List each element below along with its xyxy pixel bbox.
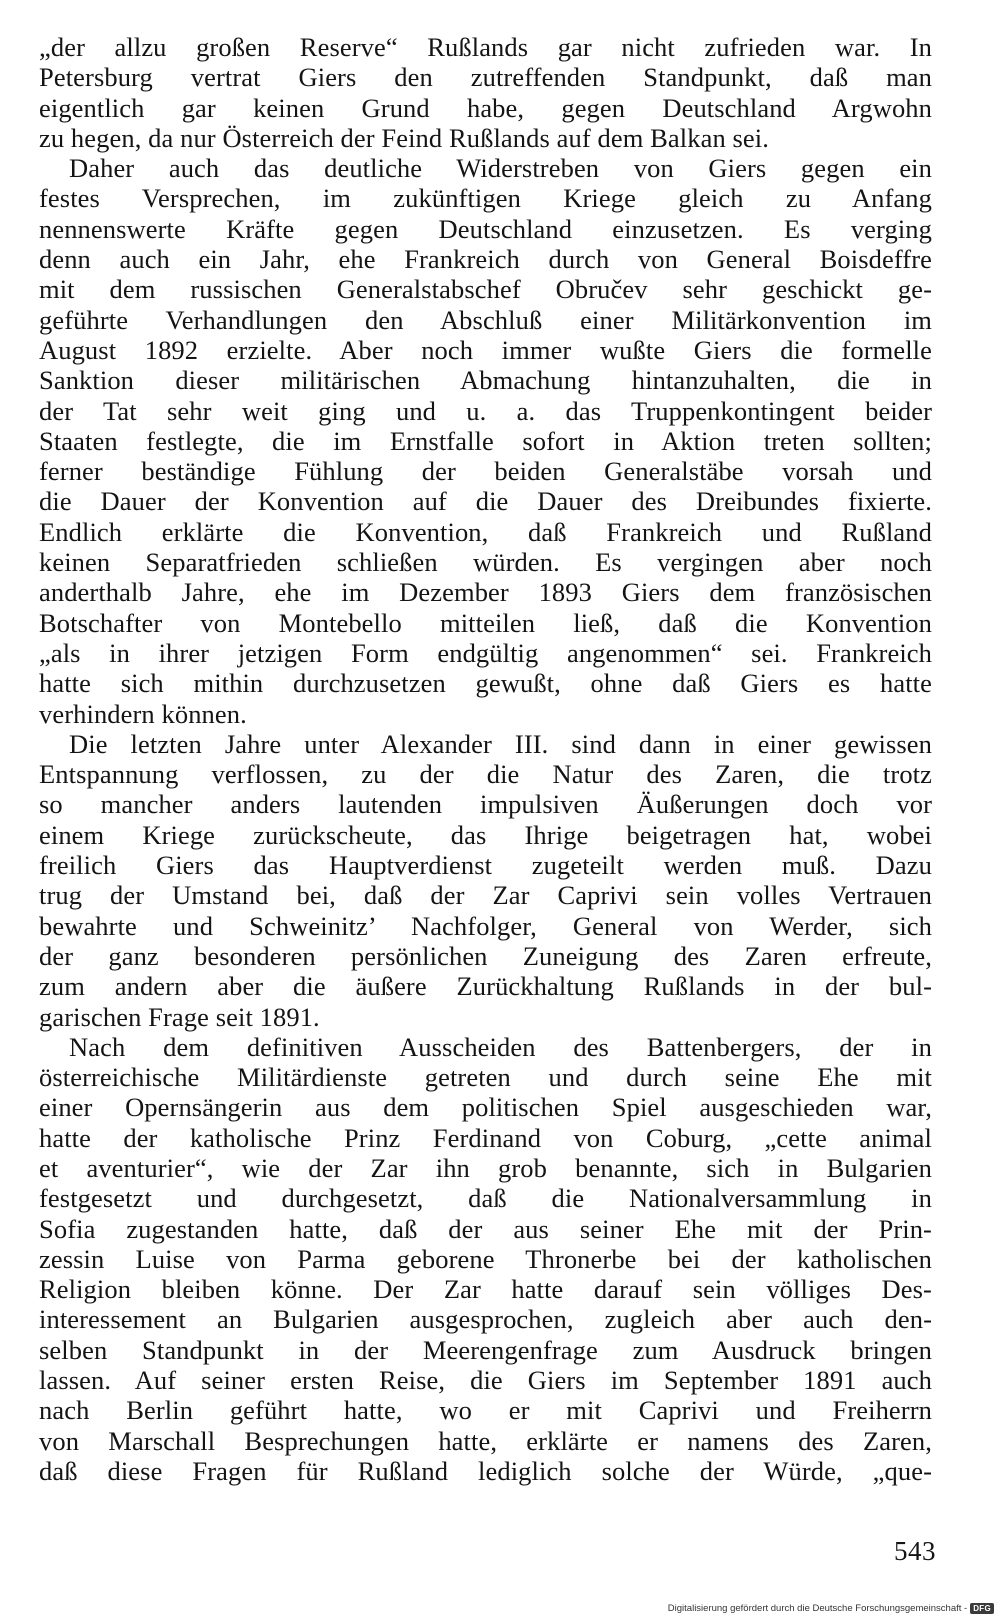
- text-line: hatte sich mithin durchzusetzen gewußt, ohne daß Giers es hatte: [39, 668, 932, 699]
- text-line: nennenswerte Kräfte gegen Deutschland einzusetzen. Es verging: [39, 213, 932, 244]
- text-line: der Tat sehr weit ging und u. a. das Truppenkontingent beider: [39, 395, 932, 426]
- text-line: selben Standpunkt in der Meerengenfrage zum Ausdruck bringen: [39, 1334, 932, 1365]
- text-line: österreichische Militärdienste getreten und durch seine Ehe mit: [39, 1062, 932, 1093]
- text-line: verhindern können.: [39, 698, 247, 729]
- text-line: hatte der katholische Prinz Ferdinand von Coburg, „cette animal: [39, 1122, 932, 1153]
- text-line: einer Opernsängerin aus dem politischen Spiel ausgeschieden war,: [39, 1092, 932, 1123]
- text-line: Endlich erklärte die Konvention, daß Frankreich und Rußland: [39, 516, 932, 547]
- text-line: einem Kriege zurückscheute, das Ihrige beigetragen hat, wobei: [39, 819, 932, 850]
- text-line: Die letzten Jahre unter Alexander III. sind dann in einer gewissen: [69, 728, 932, 759]
- text-line: et aventurier“, wie der Zar ihn grob benannte, sich in Bulgarien: [39, 1152, 932, 1183]
- text-line: zum andern aber die äußere Zurückhaltung Rußlands in der bul-: [39, 971, 932, 1002]
- digitization-credit: [668, 1603, 994, 1614]
- text-line: eigentlich gar keinen Grund habe, gegen Deutschland Argwohn: [39, 92, 932, 123]
- text-line: zessin Luise von Parma geborene Thronerbe bei der katholischen: [39, 1243, 932, 1274]
- text-line: Staaten festlegte, die im Ernstfalle sofort in Aktion treten sollten;: [39, 425, 932, 456]
- text-line: interessement an Bulgarien ausgesprochen, zugleich aber auch den-: [39, 1304, 932, 1335]
- text-line: Sanktion dieser militärischen Abmachung hintanzuhalten, die in: [39, 365, 932, 396]
- credit-text: Digitalisierung gefördert durch die Deutsche Forschungsgemeinschaft -: [667, 1603, 968, 1614]
- text-line: mit dem russischen Generalstabschef Obručev sehr geschickt ge-: [39, 274, 932, 305]
- text-line: so mancher anders lautenden impulsiven Äußerungen doch vor: [39, 789, 932, 820]
- page-number: 543: [894, 1536, 936, 1566]
- text-line: daß diese Fragen für Rußland lediglich solche der Würde, „que-: [39, 1455, 932, 1486]
- text-line: ferner beständige Fühlung der beiden Generalstäbe vorsah und: [39, 456, 932, 487]
- text-line: Religion bleiben könne. Der Zar hatte darauf sein völliges Des-: [39, 1274, 932, 1305]
- text-line: von Marschall Besprechungen hatte, erklärte er namens des Zaren,: [39, 1425, 932, 1456]
- text-line: anderthalb Jahre, ehe im Dezember 1893 Giers dem französischen: [39, 577, 932, 608]
- text-line: zu hegen, da nur Österreich der Feind Rußlands auf dem Balkan sei.: [39, 122, 769, 153]
- text-line: festgesetzt und durchgesetzt, daß die Nationalversammlung in: [39, 1183, 932, 1214]
- text-line: geführte Verhandlungen den Abschluß einer Militärkonvention im: [39, 304, 932, 335]
- text-line: trug der Umstand bei, daß der Zar Caprivi sein volles Vertrauen: [39, 880, 932, 911]
- text-line: freilich Giers das Hauptverdienst zugeteilt werden muß. Dazu: [39, 850, 932, 881]
- text-line: denn auch ein Jahr, ehe Frankreich durch von General Boisdeffre: [39, 244, 932, 275]
- text-line: Petersburg vertrat Giers den zutreffenden Standpunkt, daß man: [39, 62, 932, 93]
- text-line: keinen Separatfrieden schließen würden. Es vergingen aber noch: [39, 547, 932, 578]
- text-line: „als in ihrer jetzigen Form endgültig angenommen“ sei. Frankreich: [39, 637, 932, 668]
- text-line: der ganz besonderen persönlichen Zuneigung des Zaren erfreute,: [39, 940, 932, 971]
- text-line: lassen. Auf seiner ersten Reise, die Giers im September 1891 auch: [39, 1365, 932, 1396]
- text-line: Nach dem definitiven Ausscheiden des Battenbergers, der in: [69, 1031, 932, 1062]
- text-line: August 1892 erzielte. Aber noch immer wußte Giers die formelle: [39, 334, 932, 365]
- text-line: die Dauer der Konvention auf die Dauer des Dreibundes fixierte.: [39, 486, 932, 517]
- text-line: nach Berlin geführt hatte, wo er mit Caprivi und Freiherrn: [39, 1395, 932, 1426]
- text-line: Sofia zugestanden hatte, daß der aus seiner Ehe mit der Prin-: [39, 1213, 932, 1244]
- text-line: Botschafter von Montebello mitteilen ließ, daß die Konvention: [39, 607, 932, 638]
- dfg-logo-text: DFG: [973, 1604, 991, 1613]
- text-line: Entspannung verflossen, zu der die Natur des Zaren, die trotz: [39, 759, 932, 790]
- text-line: garischen Frage seit 1891.: [39, 1001, 320, 1032]
- text-line: bewahrte und Schweinitz’ Nachfolger, General von Werder, sich: [39, 910, 932, 941]
- body-text: [39, 32, 932, 1486]
- text-line: Daher auch das deutliche Widerstreben von Giers gegen ein: [69, 153, 932, 184]
- dfg-logo-icon: [970, 1603, 994, 1614]
- text-line: festes Versprechen, im zukünftigen Kriege gleich zu Anfang: [39, 183, 932, 214]
- text-line: „der allzu großen Reserve“ Rußlands gar nicht zufrieden war. In: [39, 32, 932, 62]
